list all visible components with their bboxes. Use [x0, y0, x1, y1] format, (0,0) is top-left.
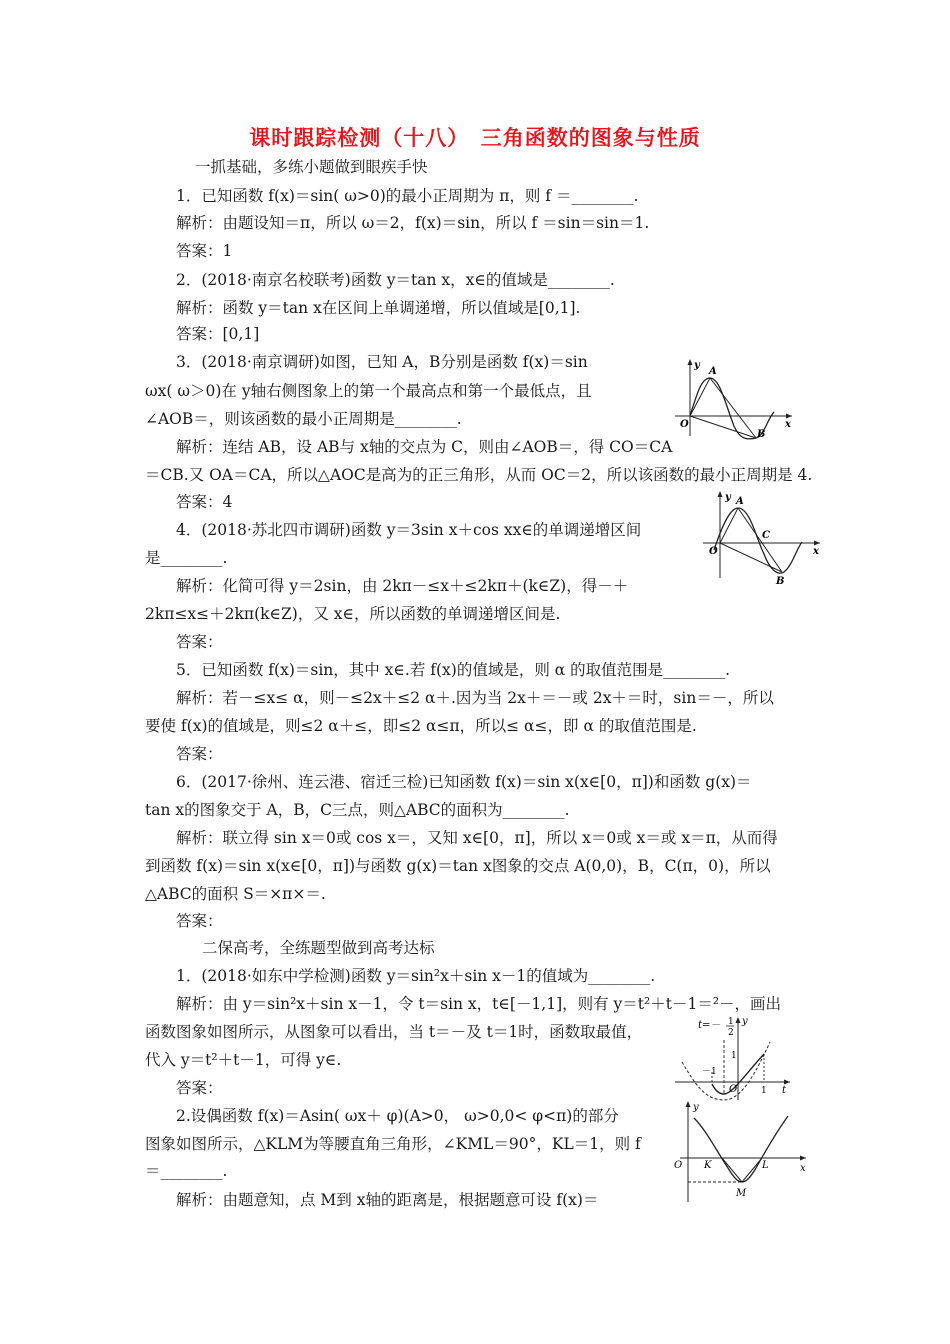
segment-oa — [690, 378, 710, 416]
segment-km — [722, 1158, 742, 1182]
solution-line: 2kπ≤x≤＋2kπ(k∈Z)，又 x∈，所以函数的单调递增区间是. — [145, 605, 561, 623]
point-l-label: L — [762, 1160, 769, 1171]
segment-ob — [720, 543, 782, 572]
solution-line: 到函数 f(x)＝sin x(x∈[0，π])与函数 g(x)＝tan x图象的交点 A(0,0)，B，C(π，0)，所以 — [145, 857, 771, 875]
x-label: x — [813, 546, 819, 557]
answer-line: 答案： — [176, 1079, 223, 1097]
answer-line: 答案： — [176, 745, 223, 763]
problem-line: ∠AOB＝，则该函数的最小正周期是________. — [145, 410, 462, 428]
origin-label: O — [680, 419, 689, 430]
point-c-label: C — [762, 530, 770, 541]
problem-line: 1．(2018·如东中学检测)函数 y＝sin²x＋sin x－1的值域为________. — [176, 967, 656, 985]
origin-label: O — [674, 1160, 683, 1171]
section-heading: 一抓基础，多练小题做到眼疾手快 — [195, 158, 428, 176]
tick-label-t1: 1 — [761, 1086, 767, 1096]
point-b-label: B — [757, 429, 766, 440]
problem-line: ωx( ω＞0)在 y轴右侧图象上的第一个最高点和第一个最低点，且 — [145, 382, 592, 400]
solution-line: △ABC的面积 S＝×π×＝. — [145, 885, 326, 903]
sine-graph-figure-1 — [672, 356, 797, 440]
fraction-numerator: 1 — [728, 1017, 734, 1027]
answer-line: 答案： — [176, 912, 223, 930]
point-b-label: B — [776, 576, 785, 584]
point-a-label: A — [709, 366, 717, 377]
axis-equation-label: t=－ — [698, 1020, 721, 1031]
t-label: t — [782, 1085, 787, 1096]
point-m-label: M — [736, 1188, 747, 1199]
answer-line: 答案：4 — [176, 493, 233, 511]
solution-line: 函数图象如图所示，从图象可以看出，当 t＝－及 t＝1时，函数取最值， — [145, 1023, 643, 1041]
problem-line: 是________. — [145, 549, 228, 567]
problem-line: ＝________. — [145, 1162, 228, 1180]
origin-label: O — [729, 1084, 738, 1095]
y-label: y — [693, 1102, 699, 1113]
x-label: x — [785, 419, 791, 430]
segment-ob — [690, 416, 756, 438]
problem-line: 2.设偶函数 f(x)＝Asin( ωx＋ φ)(A>0， ω>0,0< φ<π)的部分 — [176, 1107, 619, 1125]
y-label: y — [694, 360, 700, 371]
segment-ab — [710, 378, 756, 438]
page-title: 课时跟踪检测（十八） 三角函数的图象与性质 — [249, 125, 701, 150]
problem-line: 2．(2018·南京名校联考)函数 y＝tan x，x∈的值域是________. — [176, 271, 615, 289]
solution-line: 要使 f(x)的值域是，则≤2 α＋≤，即≤2 α≤π，所以≤ α≤，即 α 的取值范围是. — [145, 717, 697, 735]
parabola-figure — [672, 1014, 797, 1102]
tick-label-neg1: －1 — [702, 1067, 717, 1077]
y-label: y — [725, 492, 731, 503]
problem-line: 1．已知函数 f(x)＝sin( ω>0)的最小正周期为 π，则 f ＝________. — [176, 187, 639, 205]
problem-line: 4．(2018·苏北四市调研)函数 y＝3sin x＋cos xx∈的单调递增区间 — [176, 521, 642, 539]
solution-line: 解析：由题意知，点 M到 x轴的距离是，根据题意可设 f(x)＝ — [176, 1191, 599, 1209]
point-k-label: K — [704, 1160, 712, 1171]
solution-line: 解析：连结 AB，设 AB与 x轴的交点为 C，则由∠AOB＝，得 CO＝CA — [176, 438, 673, 456]
solution-line: 解析：由题设知＝π，所以 ω＝2，f(x)＝sin，所以 f ＝sin＝sin＝1. — [176, 214, 650, 232]
point-a-label: A — [736, 496, 744, 507]
segment-lm — [742, 1158, 762, 1182]
solution-line: 解析：由 y＝sin²x＋sin x－1，令 t＝sin x，t∈[－1,1]，则有 y＝t²＋t－1＝²－，画出 — [176, 995, 782, 1013]
segment-ab — [738, 508, 782, 572]
solution-line: 解析：化简可得 y＝2sin，由 2kπ－≤x＋≤2kπ＋(k∈Z)，得－＋ — [176, 577, 629, 595]
sine-graph-figure-2 — [700, 488, 825, 584]
segment-oa — [720, 508, 738, 543]
solution-line: 解析：函数 y＝tan x在区间上单调递增，所以值域是[0,1]. — [176, 299, 581, 317]
section-heading: 二保高考，全练题型做到高考达标 — [202, 939, 435, 957]
origin-label: O — [709, 546, 718, 557]
answer-line: 答案： — [176, 633, 223, 651]
problem-line: 图象如图所示，△KLM为等腰直角三角形，∠KML＝90°，KL＝1，则 f — [145, 1135, 641, 1153]
solution-line: 代入 y＝t²＋t－1，可得 y∈. — [145, 1051, 342, 1069]
x-label: x — [800, 1163, 806, 1174]
cosine-graph-figure — [670, 1098, 810, 1208]
problem-line: 3．(2018·南京调研)如图，已知 A，B分别是函数 f(x)＝sin — [176, 353, 588, 371]
solution-line: ＝CB.又 OA＝CA，所以△AOC是高为的正三角形，从而 OC＝2，所以该函数的最小正周期是 4. — [145, 466, 813, 484]
curve — [694, 1116, 788, 1182]
answer-line: 答案：1 — [176, 242, 233, 260]
sine-curve — [714, 508, 802, 573]
y-label: y — [742, 1016, 748, 1027]
parabola-extension — [682, 1042, 770, 1100]
answer-line: 答案：[0,1] — [176, 325, 260, 343]
tick-label-y1: 1 — [731, 1051, 737, 1061]
problem-line: 6．(2017·徐州、连云港、宿迁三检)已知函数 f(x)＝sin x(x∈[0，π])和函数 g(x)＝ — [176, 773, 752, 791]
problem-line: 5．已知函数 f(x)＝sin，其中 x∈.若 f(x)的值域是，则 α 的取值范围是________. — [176, 661, 731, 679]
solution-line: 解析：联立得 sin x＝0或 cos x＝，又知 x∈[0，π]，所以 x＝0或 x＝或 x＝π，从而得 — [176, 829, 778, 847]
fraction-denominator: 2 — [728, 1028, 734, 1038]
problem-line: tan x的图象交于 A，B，C三点，则△ABC的面积为________. — [145, 801, 570, 819]
solution-line: 解析：若－≤x≤ α，则－≤2x＋≤2 α＋.因为当 2x＋＝－或 2x＋＝时，sin＝－，所以 — [176, 689, 774, 707]
